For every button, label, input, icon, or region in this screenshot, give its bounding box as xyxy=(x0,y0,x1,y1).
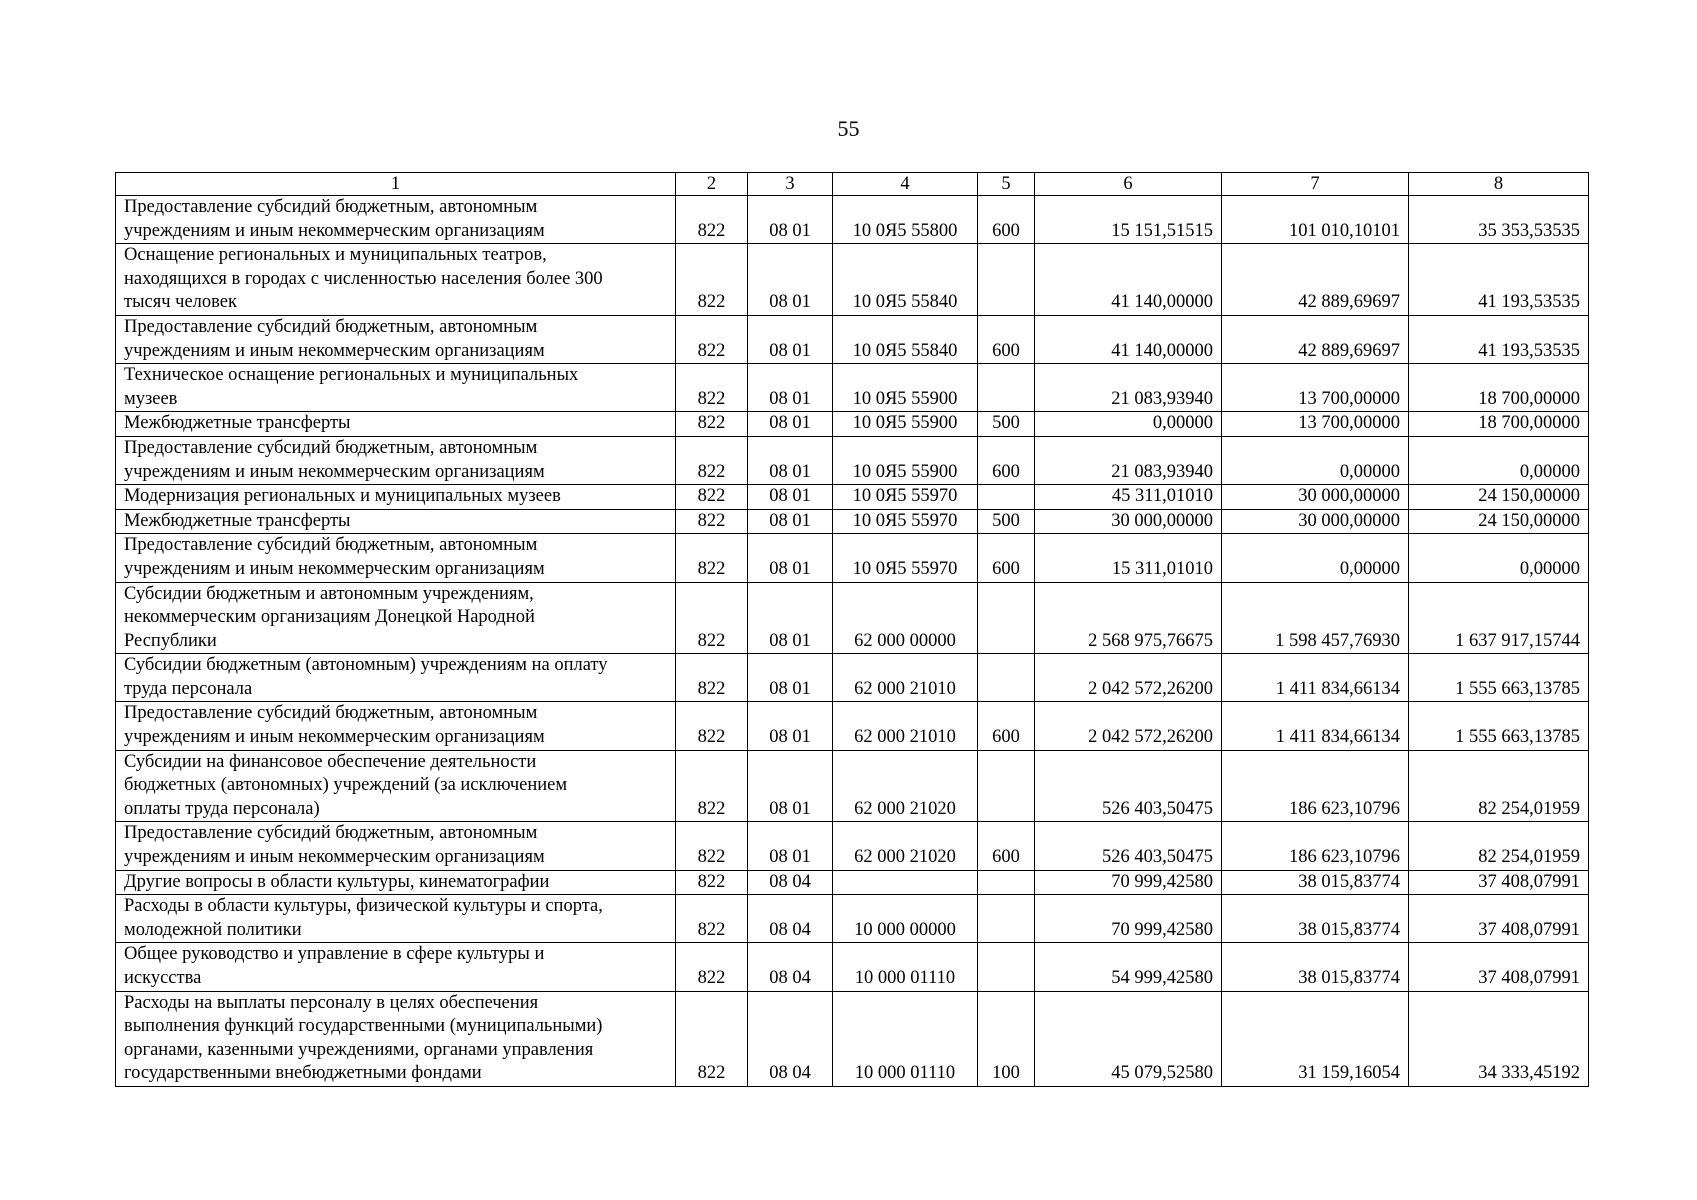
amount-col-8: 82 254,01959 xyxy=(1409,822,1589,870)
expense-type-code xyxy=(978,654,1035,702)
col-header-5: 5 xyxy=(978,173,1035,196)
grbs-code: 822 xyxy=(676,196,748,244)
item-name: Субсидии бюджетным и автономным учреждениям, некоммерческим организациям Донецкой Народной Республики xyxy=(116,582,676,654)
target-article-code xyxy=(833,870,978,895)
expense-type-code: 600 xyxy=(978,436,1035,484)
expense-type-code: 600 xyxy=(978,702,1035,750)
grbs-code: 822 xyxy=(676,485,748,510)
table-row xyxy=(116,196,1589,244)
amount-col-8: 0,00000 xyxy=(1409,534,1589,582)
table-row xyxy=(116,654,1589,702)
target-article-code: 10 0Я5 55900 xyxy=(833,364,978,412)
table-row xyxy=(116,509,1589,534)
item-name: Межбюджетные трансферты xyxy=(116,412,676,437)
amount-col-7: 0,00000 xyxy=(1222,436,1409,484)
grbs-code: 822 xyxy=(676,870,748,895)
section-code: 08 01 xyxy=(748,750,833,822)
expense-type-code: 600 xyxy=(978,534,1035,582)
target-article-code: 10 000 01110 xyxy=(833,991,978,1086)
target-article-code: 10 0Я5 55970 xyxy=(833,509,978,534)
target-article-code: 62 000 00000 xyxy=(833,582,978,654)
section-code: 08 01 xyxy=(748,196,833,244)
expense-type-code xyxy=(978,364,1035,412)
section-code: 08 04 xyxy=(748,870,833,895)
expense-type-code: 600 xyxy=(978,315,1035,363)
target-article-code: 10 0Я5 55900 xyxy=(833,412,978,437)
amount-col-7: 38 015,83774 xyxy=(1222,895,1409,943)
amount-col-8: 82 254,01959 xyxy=(1409,750,1589,822)
expense-type-code: 600 xyxy=(978,822,1035,870)
amount-col-7: 38 015,83774 xyxy=(1222,943,1409,991)
grbs-code: 822 xyxy=(676,582,748,654)
grbs-code: 822 xyxy=(676,364,748,412)
target-article-code: 10 0Я5 55900 xyxy=(833,436,978,484)
target-article-code: 10 0Я5 55840 xyxy=(833,315,978,363)
section-code: 08 01 xyxy=(748,534,833,582)
amount-col-8: 0,00000 xyxy=(1409,436,1589,484)
item-name: Оснащение региональных и муниципальных театров, находящихся в городах с численностью населения более 300 тысяч человек xyxy=(116,244,676,316)
grbs-code: 822 xyxy=(676,895,748,943)
expense-type-code xyxy=(978,750,1035,822)
expense-type-code: 500 xyxy=(978,509,1035,534)
table-row xyxy=(116,895,1589,943)
section-code: 08 01 xyxy=(748,822,833,870)
item-name: Расходы в области культуры, физической культуры и спорта, молодежной политики xyxy=(116,895,676,943)
amount-col-7: 42 889,69697 xyxy=(1222,244,1409,316)
amount-col-8: 1 555 663,13785 xyxy=(1409,654,1589,702)
amount-col-7: 42 889,69697 xyxy=(1222,315,1409,363)
amount-col-7: 101 010,10101 xyxy=(1222,196,1409,244)
grbs-code: 822 xyxy=(676,654,748,702)
amount-col-6: 21 083,93940 xyxy=(1035,364,1222,412)
amount-col-7: 1 411 834,66134 xyxy=(1222,654,1409,702)
item-name: Расходы на выплаты персоналу в целях обеспечения выполнения функций государственными (муниципальными) органами, казенными учреждениями, органами управления государственными внебюджетными фондами xyxy=(116,991,676,1086)
col-header-1: 1 xyxy=(116,173,676,196)
amount-col-8: 41 193,53535 xyxy=(1409,244,1589,316)
col-header-6: 6 xyxy=(1035,173,1222,196)
amount-col-7: 38 015,83774 xyxy=(1222,870,1409,895)
item-name: Предоставление субсидий бюджетным, автономным учреждениям и иным некоммерческим организациям xyxy=(116,315,676,363)
grbs-code: 822 xyxy=(676,702,748,750)
amount-col-6: 41 140,00000 xyxy=(1035,315,1222,363)
expense-type-code: 600 xyxy=(978,196,1035,244)
amount-col-8: 24 150,00000 xyxy=(1409,485,1589,510)
table-row xyxy=(116,702,1589,750)
amount-col-8: 18 700,00000 xyxy=(1409,364,1589,412)
amount-col-7: 186 623,10796 xyxy=(1222,750,1409,822)
amount-col-7: 30 000,00000 xyxy=(1222,509,1409,534)
item-name: Предоставление субсидий бюджетным, автономным учреждениям и иным некоммерческим организациям xyxy=(116,196,676,244)
item-name: Межбюджетные трансферты xyxy=(116,509,676,534)
grbs-code: 822 xyxy=(676,412,748,437)
expense-type-code xyxy=(978,943,1035,991)
col-header-7: 7 xyxy=(1222,173,1409,196)
section-code: 08 01 xyxy=(748,315,833,363)
amount-col-7: 31 159,16054 xyxy=(1222,991,1409,1086)
table-row xyxy=(116,870,1589,895)
expense-type-code: 500 xyxy=(978,412,1035,437)
amount-col-6: 0,00000 xyxy=(1035,412,1222,437)
section-code: 08 01 xyxy=(748,412,833,437)
grbs-code: 822 xyxy=(676,750,748,822)
grbs-code: 822 xyxy=(676,315,748,363)
amount-col-6: 15 311,01010 xyxy=(1035,534,1222,582)
amount-col-6: 70 999,42580 xyxy=(1035,870,1222,895)
amount-col-8: 1 637 917,15744 xyxy=(1409,582,1589,654)
target-article-code: 10 0Я5 55840 xyxy=(833,244,978,316)
target-article-code: 62 000 21010 xyxy=(833,702,978,750)
target-article-code: 10 0Я5 55970 xyxy=(833,534,978,582)
item-name: Субсидии на финансовое обеспечение деятельности бюджетных (автономных) учреждений (за исключением оплаты труда персонала) xyxy=(116,750,676,822)
expense-type-code xyxy=(978,485,1035,510)
col-header-3: 3 xyxy=(748,173,833,196)
expense-type-code xyxy=(978,870,1035,895)
amount-col-6: 41 140,00000 xyxy=(1035,244,1222,316)
amount-col-8: 24 150,00000 xyxy=(1409,509,1589,534)
section-code: 08 01 xyxy=(748,509,833,534)
amount-col-6: 2 568 975,76675 xyxy=(1035,582,1222,654)
section-code: 08 01 xyxy=(748,364,833,412)
col-header-8: 8 xyxy=(1409,173,1589,196)
column-number-row xyxy=(116,173,1589,196)
table-row xyxy=(116,485,1589,510)
target-article-code: 62 000 21010 xyxy=(833,654,978,702)
amount-col-7: 1 598 457,76930 xyxy=(1222,582,1409,654)
table-row xyxy=(116,534,1589,582)
table-row xyxy=(116,943,1589,991)
target-article-code: 10 000 00000 xyxy=(833,895,978,943)
section-code: 08 01 xyxy=(748,702,833,750)
table-row xyxy=(116,750,1589,822)
target-article-code: 10 0Я5 55970 xyxy=(833,485,978,510)
item-name: Техническое оснащение региональных и муниципальных музеев xyxy=(116,364,676,412)
amount-col-6: 2 042 572,26200 xyxy=(1035,654,1222,702)
amount-col-7: 13 700,00000 xyxy=(1222,364,1409,412)
amount-col-6: 45 311,01010 xyxy=(1035,485,1222,510)
section-code: 08 04 xyxy=(748,991,833,1086)
table-row xyxy=(116,244,1589,316)
amount-col-8: 18 700,00000 xyxy=(1409,412,1589,437)
section-code: 08 04 xyxy=(748,895,833,943)
item-name: Общее руководство и управление в сфере культуры и искусства xyxy=(116,943,676,991)
table-row xyxy=(116,412,1589,437)
grbs-code: 822 xyxy=(676,943,748,991)
amount-col-8: 37 408,07991 xyxy=(1409,870,1589,895)
grbs-code: 822 xyxy=(676,244,748,316)
section-code: 08 01 xyxy=(748,436,833,484)
grbs-code: 822 xyxy=(676,534,748,582)
budget-table xyxy=(115,172,1589,1087)
item-name: Субсидии бюджетным (автономным) учреждениям на оплату труда персонала xyxy=(116,654,676,702)
amount-col-6: 54 999,42580 xyxy=(1035,943,1222,991)
grbs-code: 822 xyxy=(676,822,748,870)
amount-col-6: 2 042 572,26200 xyxy=(1035,702,1222,750)
amount-col-6: 526 403,50475 xyxy=(1035,822,1222,870)
amount-col-6: 526 403,50475 xyxy=(1035,750,1222,822)
amount-col-7: 0,00000 xyxy=(1222,534,1409,582)
section-code: 08 01 xyxy=(748,582,833,654)
target-article-code: 10 0Я5 55800 xyxy=(833,196,978,244)
grbs-code: 822 xyxy=(676,509,748,534)
section-code: 08 01 xyxy=(748,485,833,510)
section-code: 08 04 xyxy=(748,943,833,991)
amount-col-8: 41 193,53535 xyxy=(1409,315,1589,363)
expense-type-code: 100 xyxy=(978,991,1035,1086)
grbs-code: 822 xyxy=(676,436,748,484)
expense-type-code xyxy=(978,244,1035,316)
item-name: Предоставление субсидий бюджетным, автономным учреждениям и иным некоммерческим организациям xyxy=(116,534,676,582)
amount-col-7: 186 623,10796 xyxy=(1222,822,1409,870)
amount-col-6: 21 083,93940 xyxy=(1035,436,1222,484)
amount-col-8: 35 353,53535 xyxy=(1409,196,1589,244)
target-article-code: 10 000 01110 xyxy=(833,943,978,991)
amount-col-6: 30 000,00000 xyxy=(1035,509,1222,534)
amount-col-7: 1 411 834,66134 xyxy=(1222,702,1409,750)
table-row xyxy=(116,436,1589,484)
amount-col-6: 15 151,51515 xyxy=(1035,196,1222,244)
budget-table-body xyxy=(116,196,1589,1087)
section-code: 08 01 xyxy=(748,654,833,702)
table-row xyxy=(116,822,1589,870)
amount-col-7: 30 000,00000 xyxy=(1222,485,1409,510)
item-name: Другие вопросы в области культуры, кинематографии xyxy=(116,870,676,895)
amount-col-8: 1 555 663,13785 xyxy=(1409,702,1589,750)
target-article-code: 62 000 21020 xyxy=(833,822,978,870)
amount-col-8: 34 333,45192 xyxy=(1409,991,1589,1086)
amount-col-8: 37 408,07991 xyxy=(1409,943,1589,991)
item-name: Модернизация региональных и муниципальных музеев xyxy=(116,485,676,510)
item-name: Предоставление субсидий бюджетным, автономным учреждениям и иным некоммерческим организациям xyxy=(116,436,676,484)
table-row xyxy=(116,991,1589,1086)
expense-type-code xyxy=(978,582,1035,654)
section-code: 08 01 xyxy=(748,244,833,316)
col-header-4: 4 xyxy=(833,173,978,196)
expense-type-code xyxy=(978,895,1035,943)
item-name: Предоставление субсидий бюджетным, автономным учреждениям и иным некоммерческим организациям xyxy=(116,702,676,750)
target-article-code: 62 000 21020 xyxy=(833,750,978,822)
table-row xyxy=(116,582,1589,654)
amount-col-6: 70 999,42580 xyxy=(1035,895,1222,943)
amount-col-7: 13 700,00000 xyxy=(1222,412,1409,437)
col-header-2: 2 xyxy=(676,173,748,196)
table-row xyxy=(116,315,1589,363)
amount-col-8: 37 408,07991 xyxy=(1409,895,1589,943)
page-number: 55 xyxy=(837,116,860,141)
amount-col-6: 45 079,52580 xyxy=(1035,991,1222,1086)
item-name: Предоставление субсидий бюджетным, автономным учреждениям и иным некоммерческим организациям xyxy=(116,822,676,870)
grbs-code: 822 xyxy=(676,991,748,1086)
table-row xyxy=(116,364,1589,412)
